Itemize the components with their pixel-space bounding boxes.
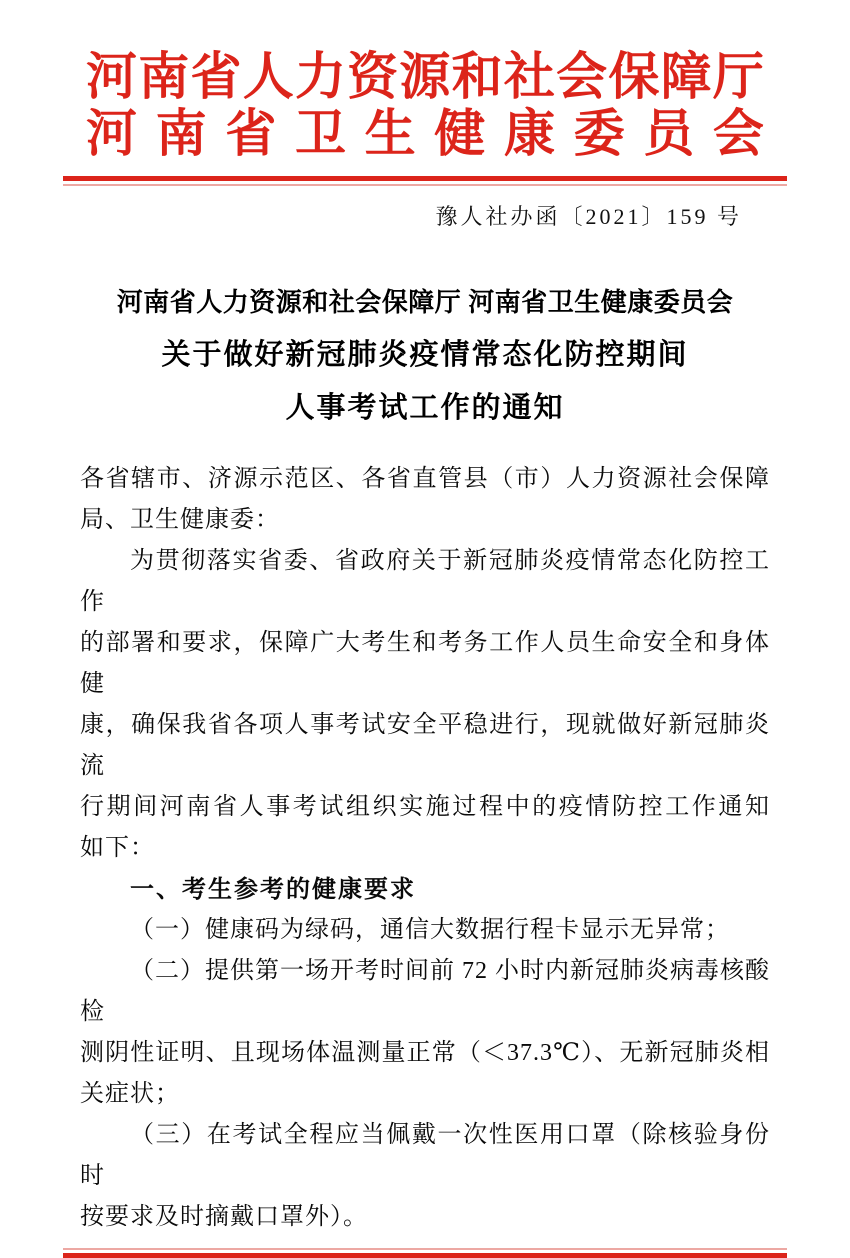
- title-line-subject: 关于做好新冠肺炎疫情常态化防控期间: [161, 339, 689, 371]
- letterhead-character: 健: [434, 107, 486, 163]
- list-item-continuation: 按要求及时摘戴口罩外）。: [80, 1204, 368, 1230]
- letterhead-character: 会: [712, 107, 764, 163]
- letterhead-divider: [63, 176, 787, 186]
- addressee-line: 各省辖市、济源示范区、各省直管县（市）人力资源社会保障: [80, 466, 770, 492]
- red-letterhead: [86, 50, 764, 164]
- letterhead-character: 障: [660, 50, 712, 106]
- list-item: （三）在考试全程应当佩戴一次性医用口罩（除核验身份时: [80, 1122, 770, 1189]
- letterhead-character: 康: [503, 107, 555, 163]
- letterhead-character: 保: [608, 50, 660, 106]
- title-line-notice: 人事考试工作的通知: [285, 392, 565, 424]
- letterhead-character: 卫: [294, 107, 346, 163]
- letterhead-character: 河: [86, 50, 138, 106]
- document-title: [80, 276, 770, 435]
- document-number: 豫人社办函〔2021〕159 号: [435, 204, 742, 229]
- body-line: 行期间河南省人事考试组织实施过程中的疫情防控工作通知: [80, 794, 770, 820]
- letterhead-character: 资: [347, 50, 399, 106]
- letterhead-character: 南: [155, 107, 207, 163]
- letterhead-character: 源: [399, 50, 451, 106]
- divider-thin-line: [63, 1248, 787, 1250]
- letterhead-character: 社: [503, 50, 555, 106]
- letterhead-character: 省: [190, 50, 242, 106]
- issuing-agency-line-2: [86, 107, 764, 164]
- letterhead-character: 员: [643, 107, 695, 163]
- body-line: 康，确保我省各项人事考试安全平稳进行，现就做好新冠肺炎流: [80, 712, 770, 779]
- letterhead-character: 南: [138, 50, 190, 106]
- letterhead-character: 河: [86, 107, 138, 163]
- divider-thick-line: [63, 1253, 787, 1258]
- document-body: [80, 459, 770, 1238]
- letterhead-character: 和: [451, 50, 503, 106]
- divider-thick-line: [63, 176, 787, 181]
- letterhead-character: 人: [242, 50, 294, 106]
- body-line: 的部署和要求，保障广大考生和考务工作人员生命安全和身体健: [80, 630, 770, 697]
- body-line: 为贯彻落实省委、省政府关于新冠肺炎疫情常态化防控工作: [80, 548, 770, 615]
- list-item: （二）提供第一场开考时间前 72 小时内新冠肺炎病毒核酸检: [80, 958, 770, 1025]
- letterhead-character: 会: [556, 50, 608, 106]
- letterhead-character: 力: [294, 50, 346, 106]
- letterhead-character: 生: [364, 107, 416, 163]
- letterhead-character: 省: [225, 107, 277, 163]
- addressee-line: 局、卫生健康委：: [80, 507, 280, 533]
- list-item-continuation: 关症状；: [80, 1081, 180, 1107]
- title-line-agencies: 河南省人力资源和社会保障厅 河南省卫生健康委员会: [116, 288, 734, 317]
- footer-divider: [63, 1248, 787, 1258]
- issuing-agency-line-1: [86, 50, 764, 107]
- letterhead-character: 委: [573, 107, 625, 163]
- letterhead-character: 厅: [712, 50, 764, 106]
- list-item: （一）健康码为绿码，通信大数据行程卡显示无异常；: [130, 917, 730, 943]
- section-heading: 一、考生参考的健康要求: [130, 876, 416, 903]
- body-line: 如下：: [80, 835, 155, 861]
- divider-thin-line: [63, 184, 787, 186]
- list-item-continuation: 测阴性证明、且现场体温测量正常（＜37.3℃）、无新冠肺炎相: [80, 1040, 770, 1066]
